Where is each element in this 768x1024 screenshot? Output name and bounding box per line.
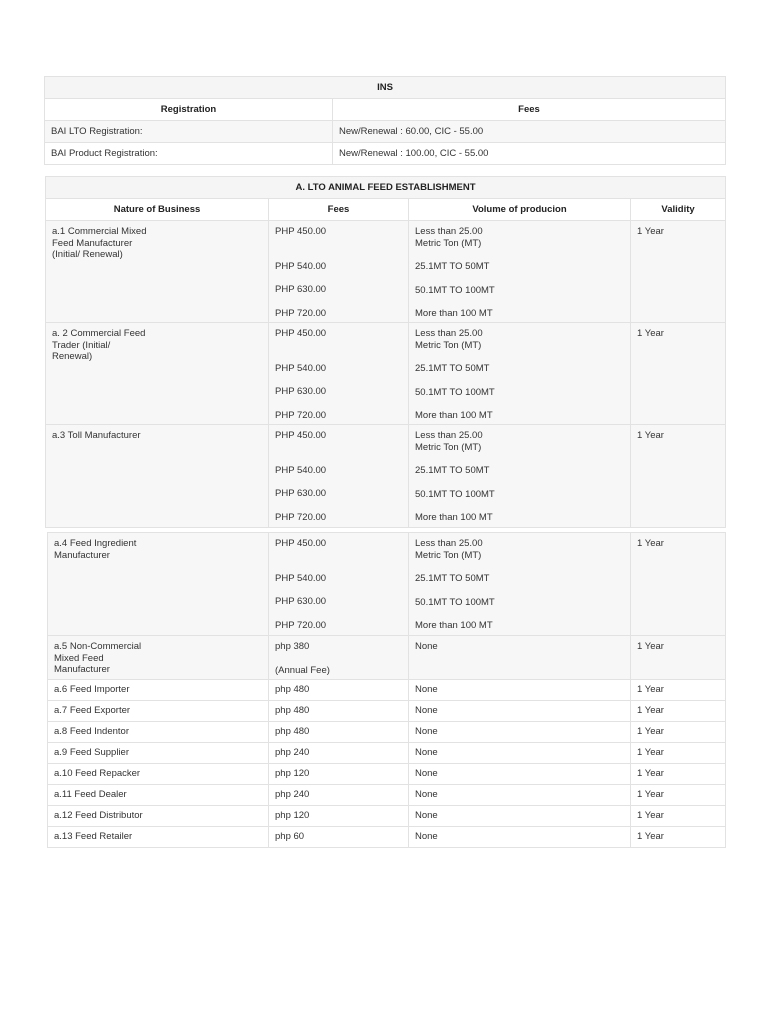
fee-line: PHP 630.00 bbox=[275, 596, 327, 607]
nature-line: a. 2 Commercial Feed bbox=[52, 328, 146, 339]
fees-cell: php 60 bbox=[269, 827, 409, 848]
validity-cell: 1 Year bbox=[631, 764, 726, 785]
fee-line: PHP 630.00 bbox=[275, 488, 327, 499]
fees-cell: php 480 bbox=[269, 680, 409, 701]
table-row bbox=[45, 143, 726, 165]
fees-cell: php 480 bbox=[269, 722, 409, 743]
nature-cell: a.6 Feed Importer bbox=[48, 680, 269, 701]
ins-table-title: INS bbox=[45, 77, 726, 99]
table-row bbox=[48, 806, 726, 827]
nature-cell bbox=[48, 636, 269, 680]
fee-line: PHP 720.00 bbox=[275, 619, 327, 631]
volume-line: Less than 25.00 bbox=[415, 538, 483, 549]
volume-cell: None bbox=[409, 764, 631, 785]
validity-cell: 1 Year bbox=[631, 221, 726, 323]
validity-cell: 1 Year bbox=[631, 722, 726, 743]
fee-line: PHP 720.00 bbox=[275, 307, 327, 319]
nature-cell bbox=[46, 323, 269, 425]
validity-cell: 1 Year bbox=[631, 636, 726, 680]
nature-line: Feed Manufacturer bbox=[52, 237, 133, 249]
validity-cell: 1 Year bbox=[631, 425, 726, 528]
fee-line: PHP 450.00 bbox=[275, 538, 327, 549]
nature-cell: a.7 Feed Exporter bbox=[48, 701, 269, 722]
validity-cell: 1 Year bbox=[631, 701, 726, 722]
fees-cell bbox=[269, 533, 409, 636]
ins-registration-cell: BAI Product Registration: bbox=[45, 143, 333, 165]
volume-line: More than 100 MT bbox=[415, 512, 493, 523]
fees-cell bbox=[269, 425, 409, 528]
nature-line: Mixed Feed bbox=[54, 652, 104, 664]
lto-header-volume: Volume of producion bbox=[409, 199, 631, 221]
fee-line: PHP 450.00 bbox=[275, 328, 327, 339]
fee-line: PHP 450.00 bbox=[275, 226, 327, 237]
fees-cell: php 120 bbox=[269, 764, 409, 785]
lto-table bbox=[45, 176, 726, 528]
lto-table-continued bbox=[47, 532, 726, 848]
volume-cell bbox=[409, 533, 631, 636]
volume-line: Metric Ton (MT) bbox=[415, 441, 482, 453]
volume-line: Less than 25.00 bbox=[415, 226, 483, 237]
volume-line: 50.1MT TO 100MT bbox=[415, 284, 495, 296]
fees-cell: php 480 bbox=[269, 701, 409, 722]
fee-line: PHP 540.00 bbox=[275, 260, 327, 272]
validity-cell: 1 Year bbox=[631, 323, 726, 425]
nature-cell bbox=[46, 221, 269, 323]
table-row bbox=[48, 722, 726, 743]
volume-cell: None bbox=[409, 680, 631, 701]
volume-cell: None bbox=[409, 701, 631, 722]
fee-line: PHP 540.00 bbox=[275, 572, 327, 584]
fee-line: PHP 720.00 bbox=[275, 409, 327, 421]
volume-line: More than 100 MT bbox=[415, 620, 493, 631]
nature-cell bbox=[48, 533, 269, 636]
volume-line: Metric Ton (MT) bbox=[415, 339, 482, 351]
fees-cell bbox=[269, 323, 409, 425]
nature-line: a.4 Feed Ingredient bbox=[54, 538, 137, 549]
ins-registration-cell: BAI LTO Registration: bbox=[45, 121, 333, 143]
nature-line: Manufacturer bbox=[54, 664, 110, 675]
volume-line: Less than 25.00 bbox=[415, 328, 483, 339]
fees-cell: php 240 bbox=[269, 743, 409, 764]
nature-cell: a.8 Feed Indentor bbox=[48, 722, 269, 743]
fee-line: PHP 450.00 bbox=[275, 430, 327, 441]
volume-cell bbox=[409, 323, 631, 425]
nature-cell: a.10 Feed Repacker bbox=[48, 764, 269, 785]
fee-line: PHP 540.00 bbox=[275, 362, 327, 374]
ins-header-registration: Registration bbox=[45, 99, 333, 121]
nature-line: Trader (Initial/ bbox=[52, 339, 111, 351]
validity-cell: 1 Year bbox=[631, 533, 726, 636]
volume-line: 50.1MT TO 100MT bbox=[415, 386, 495, 398]
lto-table-title: A. LTO ANIMAL FEED ESTABLISHMENT bbox=[46, 177, 726, 199]
volume-cell bbox=[409, 221, 631, 323]
table-row bbox=[48, 636, 726, 680]
nature-line: Renewal) bbox=[52, 351, 93, 362]
volume-line: More than 100 MT bbox=[415, 410, 493, 421]
table-row bbox=[48, 764, 726, 785]
volume-line: More than 100 MT bbox=[415, 308, 493, 319]
fee-line: php 380 bbox=[275, 641, 310, 652]
fees-cell: php 120 bbox=[269, 806, 409, 827]
volume-line: 25.1MT TO 50MT bbox=[415, 573, 490, 584]
ins-fees-cell: New/Renewal : 60.00, CIC - 55.00 bbox=[333, 121, 726, 143]
lto-header-nature: Nature of Business bbox=[46, 199, 269, 221]
volume-line: Metric Ton (MT) bbox=[415, 237, 482, 249]
table-row bbox=[48, 680, 726, 701]
table-row bbox=[48, 743, 726, 764]
fees-cell: php 240 bbox=[269, 785, 409, 806]
nature-line: a.3 Toll Manufacturer bbox=[52, 430, 141, 441]
fees-cell bbox=[269, 636, 409, 680]
validity-cell: 1 Year bbox=[631, 680, 726, 701]
table-row bbox=[46, 323, 726, 425]
ins-fees-cell: New/Renewal : 100.00, CIC - 55.00 bbox=[333, 143, 726, 165]
volume-line: Metric Ton (MT) bbox=[415, 549, 482, 561]
nature-cell bbox=[46, 425, 269, 528]
table-row bbox=[48, 827, 726, 848]
volume-cell: None bbox=[409, 827, 631, 848]
volume-line: 50.1MT TO 100MT bbox=[415, 596, 495, 608]
volume-cell bbox=[409, 425, 631, 528]
fees-cell bbox=[269, 221, 409, 323]
table-row bbox=[48, 785, 726, 806]
nature-cell: a.12 Feed Distributor bbox=[48, 806, 269, 827]
volume-cell: None bbox=[409, 722, 631, 743]
nature-line: a.1 Commercial Mixed bbox=[52, 226, 147, 237]
fee-line: PHP 540.00 bbox=[275, 464, 327, 476]
volume-line: 50.1MT TO 100MT bbox=[415, 488, 495, 500]
nature-line: (Initial/ Renewal) bbox=[52, 249, 123, 260]
fee-line: PHP 630.00 bbox=[275, 386, 327, 397]
lto-header-fees: Fees bbox=[269, 199, 409, 221]
fee-line: PHP 720.00 bbox=[275, 511, 327, 523]
volume-line: 25.1MT TO 50MT bbox=[415, 363, 490, 374]
validity-cell: 1 Year bbox=[631, 806, 726, 827]
table-row bbox=[46, 425, 726, 528]
nature-line: Manufacturer bbox=[54, 549, 110, 561]
volume-line: Less than 25.00 bbox=[415, 430, 483, 441]
volume-line: 25.1MT TO 50MT bbox=[415, 261, 490, 272]
volume-line: None bbox=[415, 641, 438, 652]
table-row bbox=[45, 121, 726, 143]
volume-line: 25.1MT TO 50MT bbox=[415, 465, 490, 476]
ins-header-fees: Fees bbox=[333, 99, 726, 121]
table-row bbox=[48, 701, 726, 722]
fee-line: (Annual Fee) bbox=[275, 664, 330, 676]
table-row bbox=[46, 221, 726, 323]
validity-cell: 1 Year bbox=[631, 743, 726, 764]
nature-cell: a.9 Feed Supplier bbox=[48, 743, 269, 764]
volume-cell: None bbox=[409, 806, 631, 827]
volume-cell bbox=[409, 636, 631, 680]
volume-cell: None bbox=[409, 785, 631, 806]
lto-header-validity: Validity bbox=[631, 199, 726, 221]
volume-cell: None bbox=[409, 743, 631, 764]
table-row bbox=[48, 533, 726, 636]
validity-cell: 1 Year bbox=[631, 785, 726, 806]
nature-cell: a.13 Feed Retailer bbox=[48, 827, 269, 848]
ins-table bbox=[44, 76, 726, 165]
nature-line: a.5 Non-Commercial bbox=[54, 641, 142, 652]
validity-cell: 1 Year bbox=[631, 827, 726, 848]
nature-cell: a.11 Feed Dealer bbox=[48, 785, 269, 806]
fee-line: PHP 630.00 bbox=[275, 284, 327, 295]
